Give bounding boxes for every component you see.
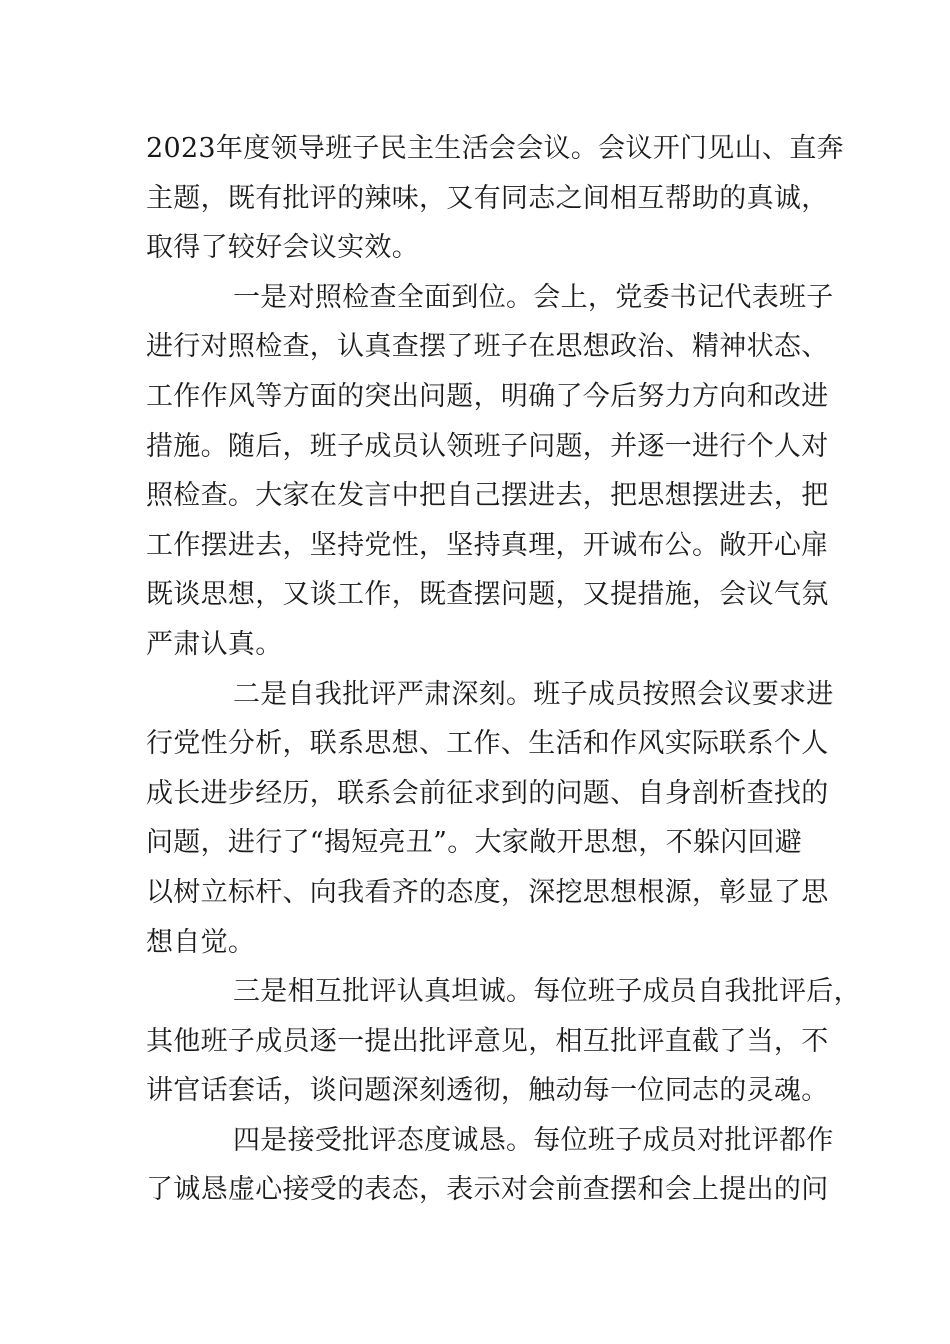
text-line: 二是自我批评严肃深刻。班子成员按照会议要求进 <box>233 678 834 710</box>
text-line: 工作作风等方面的突出问题，明确了今后努力方向和改进 <box>146 380 829 412</box>
text-line: 工作摆进去，坚持党性，坚持真理，开诚布公。敞开心扉 <box>146 529 829 561</box>
text-line: 成长进步经历，联系会前征求到的问题、自身剖析查找的 <box>146 777 829 809</box>
text-line: 既谈思想，又谈工作，既查摆问题，又提措施，会议气氛 <box>146 579 829 611</box>
text-line: 了诚恳虚心接受的表态，表示对会前查摆和会上提出的问 <box>146 1174 829 1206</box>
paragraph-point-three <box>146 967 861 1116</box>
paragraph-point-four <box>146 1116 834 1215</box>
text-line: 主题，既有批评的辣味，又有同志之间相互帮助的真诚， <box>146 182 829 214</box>
paragraph-point-two <box>146 670 834 968</box>
text-line: 以树立标杆、向我看齐的态度，深挖思想根源，彰显了思 <box>146 876 829 908</box>
text-line: 措施。随后，班子成员认领班子问题，并逐一进行个人对 <box>146 430 829 462</box>
paragraph-intro <box>146 124 844 273</box>
text-line: 行党性分析，联系思想、工作、生活和作风实际联系个人 <box>146 728 829 760</box>
document-body <box>146 124 861 1215</box>
text-line: 想自觉。 <box>146 926 256 958</box>
text-line: 三是相互批评认真坦诚。每位班子成员自我批评后， <box>233 976 861 1008</box>
text-line: 照检查。大家在发言中把自己摆进去，把思想摆进去，把 <box>146 480 829 512</box>
text-line: 其他班子成员逐一提出批评意见，相互批评直截了当，不 <box>146 1025 829 1057</box>
text-line: 2023年度领导班子民主生活会会议。会议开门见山、直奔 <box>146 133 844 164</box>
text-line: 问题，进行了“揭短亮丑”。大家敞开思想，不躲闪回避 <box>146 827 803 859</box>
paragraph-point-one <box>146 273 834 670</box>
text-line: 取得了较好会议实效。 <box>146 232 419 264</box>
text-line: 严肃认真。 <box>146 628 283 660</box>
text-line: 一是对照检查全面到位。会上，党委书记代表班子 <box>233 281 834 313</box>
text-line: 进行对照检查，认真查摆了班子在思想政治、精神状态、 <box>146 331 829 363</box>
text-line: 四是接受批评态度诚恳。每位班子成员对批评都作 <box>233 1124 834 1156</box>
text-line: 讲官话套话，谈问题深刻透彻，触动每一位同志的灵魂。 <box>146 1075 829 1107</box>
